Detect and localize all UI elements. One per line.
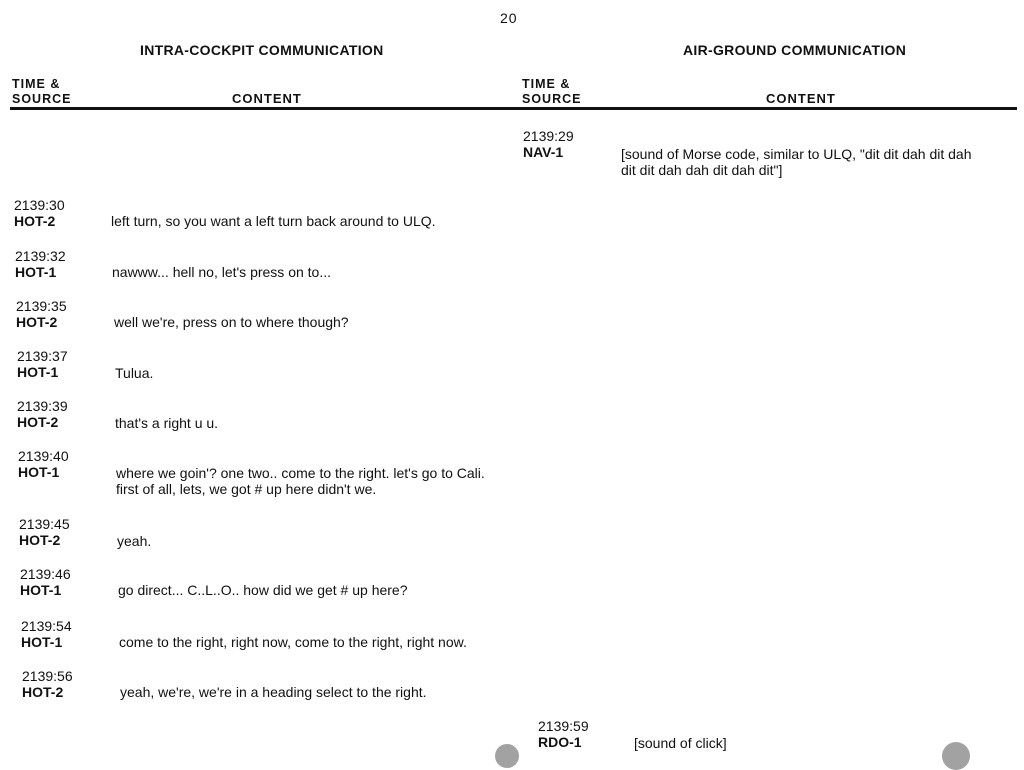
cockpit-content: well we're, press on to where though? xyxy=(114,314,349,330)
entry-time: 2139:29 xyxy=(523,128,574,144)
entry-source: NAV-1 xyxy=(523,144,564,160)
intra-cockpit-title: INTRA-COCKPIT COMMUNICATION xyxy=(140,42,384,58)
entry-time: 2139:46 xyxy=(20,566,71,582)
binder-hole-mark xyxy=(495,744,519,768)
left-header-time-source: TIME & SOURCE xyxy=(12,77,72,106)
cockpit-entry xyxy=(21,618,72,650)
cockpit-content: Tulua. xyxy=(115,365,154,381)
entry-time: 2139:54 xyxy=(21,618,72,634)
cockpit-entry xyxy=(22,668,73,700)
header-rule xyxy=(10,107,1017,110)
entry-time: 2139:59 xyxy=(538,718,589,734)
cockpit-entry xyxy=(20,566,71,598)
entry-time: 2139:35 xyxy=(16,298,67,314)
air-ground-content: [sound of Morse code, similar to ULQ, "dit dit dah dit dah dit dit dah dah dit dah dit"] xyxy=(621,146,972,178)
cockpit-content: yeah, we're, we're in a heading select to the right. xyxy=(120,684,427,700)
right-header-time-source: TIME & SOURCE xyxy=(522,77,582,106)
entry-source: HOT-1 xyxy=(17,364,59,380)
cockpit-entry xyxy=(16,298,67,330)
binder-hole-mark xyxy=(942,742,970,770)
cockpit-entry xyxy=(17,398,68,430)
air-ground-content: [sound of click] xyxy=(634,735,727,751)
entry-source: HOT-1 xyxy=(18,464,60,480)
cockpit-content: nawww... hell no, let's press on to... xyxy=(112,264,332,280)
cockpit-entry xyxy=(19,516,70,548)
entry-source: HOT-1 xyxy=(15,264,57,280)
entry-time: 2139:30 xyxy=(14,197,65,213)
cockpit-entry xyxy=(17,348,68,380)
entry-source: HOT-1 xyxy=(21,634,63,650)
entry-time: 2139:37 xyxy=(17,348,68,364)
air-ground-entry xyxy=(538,718,589,750)
cockpit-content: left turn, so you want a left turn back around to ULQ. xyxy=(111,213,436,229)
cockpit-entry xyxy=(14,197,65,229)
entry-time: 2139:56 xyxy=(22,668,73,684)
cockpit-content: go direct... C..L..O.. how did we get # up here? xyxy=(118,582,408,598)
cockpit-content: come to the right, right now, come to the right, right now. xyxy=(119,634,467,650)
air-ground-entry xyxy=(523,128,574,160)
entry-source: HOT-2 xyxy=(17,414,59,430)
entry-time: 2139:39 xyxy=(17,398,68,414)
entry-source: HOT-1 xyxy=(20,582,62,598)
entry-source: HOT-2 xyxy=(16,314,58,330)
cockpit-entry xyxy=(15,248,66,280)
entry-source: HOT-2 xyxy=(19,532,61,548)
entry-time: 2139:32 xyxy=(15,248,66,264)
entry-time: 2139:40 xyxy=(18,448,69,464)
left-header-content: CONTENT xyxy=(232,91,302,106)
right-header-content: CONTENT xyxy=(766,91,836,106)
cockpit-content: where we goin'? one two.. come to the right. let's go to Cali. first of all, lets, we got # up here didn't we. xyxy=(116,465,485,497)
page-number: 20 xyxy=(500,10,518,26)
cockpit-content: that's a right u u. xyxy=(115,415,219,431)
air-ground-title: AIR-GROUND COMMUNICATION xyxy=(683,42,907,58)
cockpit-entry xyxy=(18,448,69,480)
entry-source: RDO-1 xyxy=(538,734,582,750)
cockpit-content: yeah. xyxy=(117,533,152,549)
entry-time: 2139:45 xyxy=(19,516,70,532)
entry-source: HOT-2 xyxy=(22,684,64,700)
entry-source: HOT-2 xyxy=(14,213,56,229)
